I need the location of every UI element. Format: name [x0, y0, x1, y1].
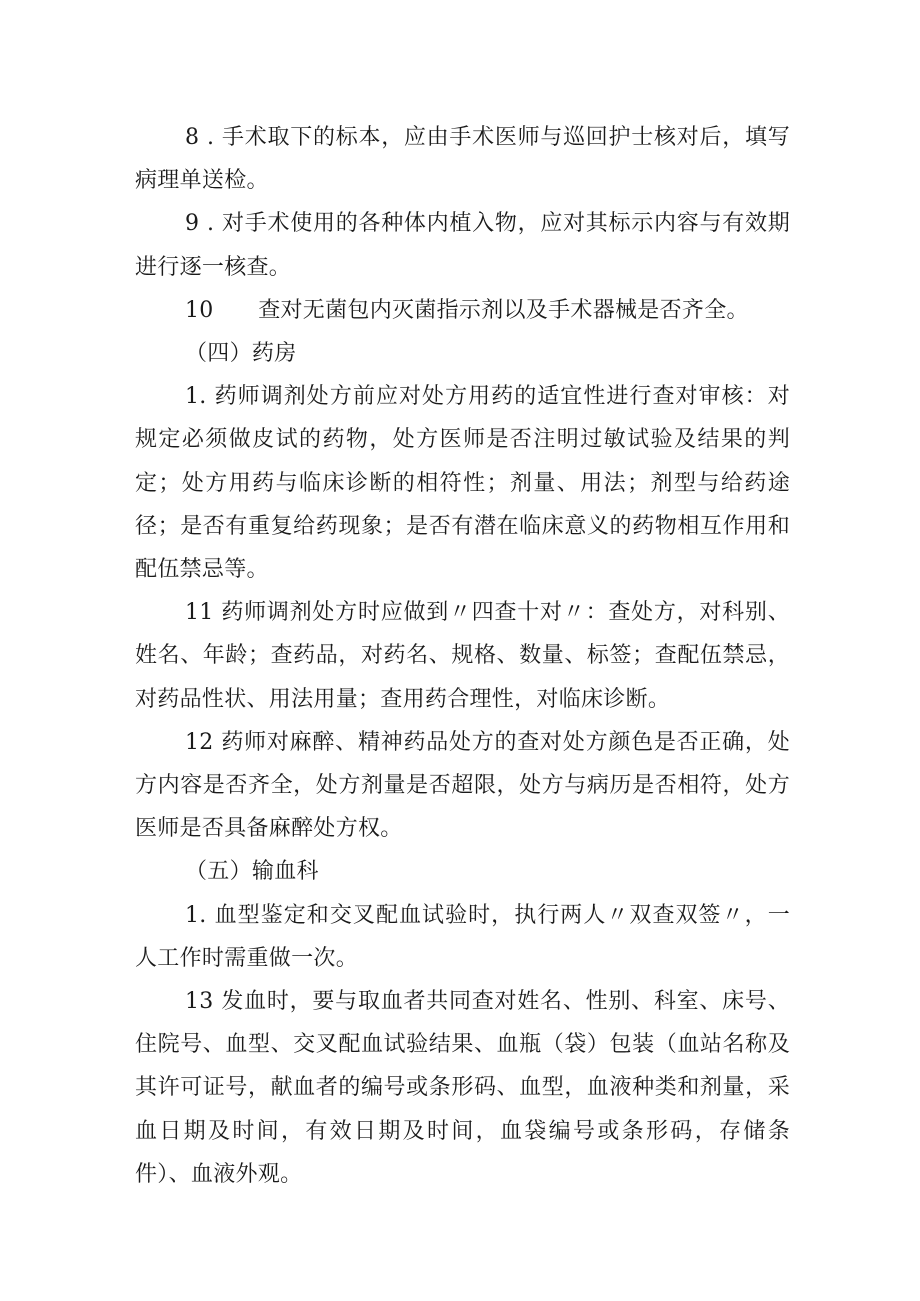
paragraph-transfusion-1: 1. 血型鉴定和交叉配血试验时，执行两人〃双查双签〃，一人工作时需重做一次。: [135, 902, 790, 971]
paragraph-pharmacy-1: 1. 药师调剂处方前应对处方用药的适宜性进行查对审核：对规定必须做皮试的药物，处方医师是否注明过敏试验及结果的判定；处方用药与临床诊断的相符性；剂量、用法；剂型与给药途径；是否有重复给药现象；是否有潜在临床意义的药物相互作用和配伍禁忌等。: [135, 384, 790, 583]
paragraph-item-9: 9 . 对手术使用的各种体内植入物，应对其标示内容与有效期进行逐一核查。: [135, 211, 790, 280]
paragraph-item-11: 11 药师调剂处方时应做到〃四查十对〃：查处方，对科别、姓名、年龄；查药品，对药名、规格、数量、标签；查配伍禁忌，对药品性状、用法用量；查用药合理性，对临床诊断。: [135, 600, 790, 712]
document-body: [135, 116, 790, 1196]
section-heading-pharmacy: （四）药房: [185, 341, 297, 367]
paragraph-item-10: 10 查对无菌包内灭菌指示剂以及手术器械是否齐全。: [185, 297, 749, 323]
paragraph-item-8: 8 . 手术取下的标本，应由手术医师与巡回护士核对后，填写病理单送检。: [135, 125, 790, 194]
paragraph-item-13: 13 发血时，要与取血者共同查对姓名、性别、科室、床号、住院号、血型、交叉配血试验结果、血瓶（袋）包装（血站名称及其许可证号，献血者的编号或条形码、血型，血液种类和剂量，采血日期及时间，有效日期及时间，血袋编号或条形码，存储条件）、血液外观。: [135, 989, 790, 1187]
paragraph-item-12: 12 药师对麻醉、精神药品处方的查对处方颜色是否正确，处方内容是否齐全，处方剂量是否超限，处方与病历是否相符，处方医师是否具备麻醉处方权。: [135, 729, 790, 842]
section-heading-blood-transfusion: （五）输血科: [185, 859, 319, 885]
